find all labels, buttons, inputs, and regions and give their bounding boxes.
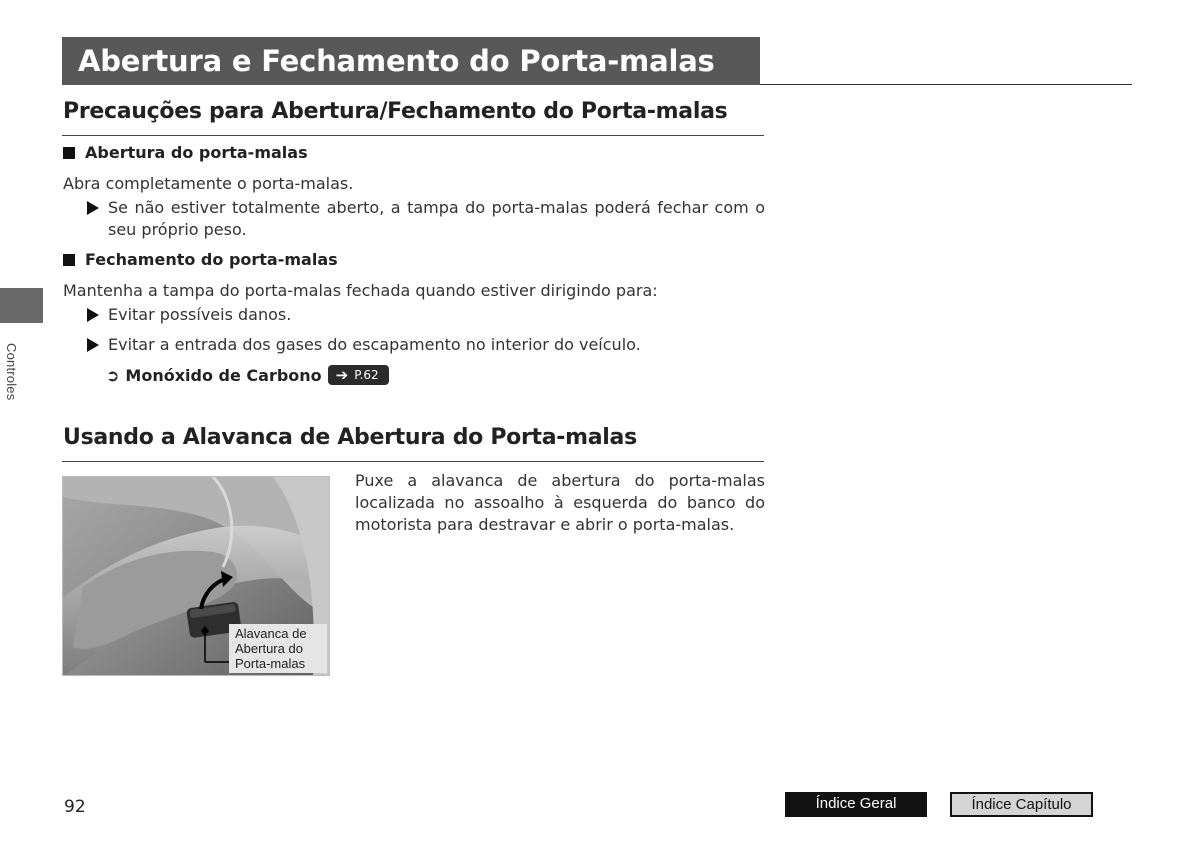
chapter-index-button[interactable]: Índice Capítulo (950, 792, 1093, 817)
square-bullet-icon (63, 147, 75, 159)
page-link-badge[interactable] (328, 365, 389, 385)
callout-line: Alavanca de (235, 626, 307, 641)
general-index-button[interactable]: Índice Geral (785, 792, 927, 817)
subheading-closing (63, 250, 338, 269)
bullet-text: Evitar possíveis danos. (108, 305, 292, 324)
section-heading-precautions: Precauções para Abertura/Fechamento do Porta-malas (63, 99, 728, 124)
subheading-closing-label: Fechamento do porta-malas (85, 250, 338, 269)
page-link-label: P.62 (354, 368, 379, 382)
callout-line: Abertura do (235, 641, 303, 656)
callout-line: Porta-malas (235, 656, 306, 671)
image-callout (229, 624, 327, 673)
paragraph-opening: Abra completamente o porta-malas. (63, 174, 354, 193)
section-rule (62, 135, 764, 136)
bullet-item (87, 304, 291, 326)
square-bullet-icon (63, 254, 75, 266)
reference-arrow-icon: ➲ (106, 365, 120, 385)
paragraph-closing: Mantenha a tampa do porta-malas fechada quando estiver dirigindo para: (63, 281, 658, 300)
bullet-item (87, 334, 641, 356)
chapter-tab (0, 288, 43, 323)
title-rule (760, 84, 1132, 85)
bullet-item (87, 197, 765, 241)
triangle-bullet-icon (87, 308, 99, 322)
reference-label[interactable]: Monóxido de Carbono (125, 365, 322, 385)
cross-reference[interactable] (106, 365, 389, 385)
page-number: 92 (64, 797, 86, 817)
subheading-opening (63, 143, 308, 162)
right-arrow-icon: ➔ (335, 366, 349, 384)
section-heading-lever: Usando a Alavanca de Abertura do Porta-malas (63, 425, 637, 450)
subheading-opening-label: Abertura do porta-malas (85, 143, 308, 162)
triangle-bullet-icon (87, 338, 99, 352)
bullet-text: Evitar a entrada dos gases do escapamento no interior do veículo. (108, 335, 641, 354)
paragraph-lever: Puxe a alavanca de abertura do porta-malas localizada no assoalho à esquerda do banco do motorista para destravar e abrir o porta-malas. (355, 471, 765, 534)
page-title: Abertura e Fechamento do Porta-malas (62, 37, 760, 85)
bullet-text: Se não estiver totalmente aberto, a tampa do porta-malas poderá fechar com o seu próprio peso. (108, 198, 765, 239)
chapter-label: Controles (4, 343, 19, 401)
triangle-bullet-icon (87, 201, 99, 215)
section-rule (62, 461, 764, 462)
